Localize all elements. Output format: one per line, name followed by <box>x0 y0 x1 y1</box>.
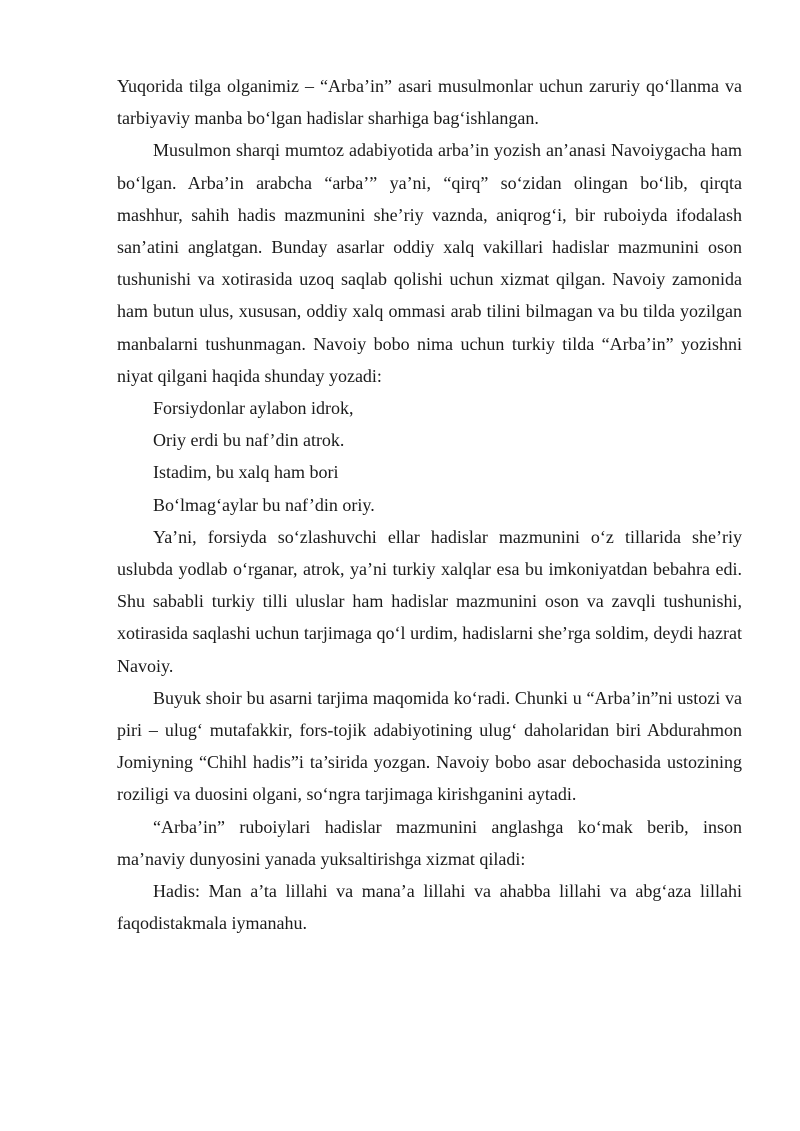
paragraph-explanation: Ya’ni, forsiyda so‘zlashuvchi ellar hadislar mazmunini o‘z tillarida she’riy uslubda yodlab o‘rganar, atrok, ya’ni turkiy xalqlar esa bu imkoniyatdan bebahra edi. Shu sababli turkiy tilli uluslar ham hadislar mazmunini oson va zavqli tushunishi, xotirasida saqlashi uchun tarjimaga qo‘l urdim, hadislarni she’rga soldim, deydi hazrat Navoiy. <box>117 526 742 676</box>
verse-line-1: Forsiydonlar aylabon idrok, <box>153 398 354 419</box>
verse-line-2: Oriy erdi bu naf’din atrok. <box>153 430 345 451</box>
paragraph-rubaiyat: “Arba’in” ruboiylari hadislar mazmunini anglashga ko‘mak berib, inson ma’naviy dunyosini yanada yuksaltirishga xizmat qiladi: <box>117 816 742 869</box>
verse-line-3: Istadim, bu xalq ham bori <box>153 462 339 483</box>
paragraph-translation: Buyuk shoir bu asarni tarjima maqomida ko‘radi. Chunki u “Arba’in”ni ustozi va piri – ulug‘ mutafakkir, fors-tojik adabiyotining ulug‘ daholaridan biri Abdurahmon Jomiyning “Chihl hadis”i ta’sirida yozgan. Navoiy bobo asar debochasida ustozining roziligi va duosini olgani, so‘ngra tarjimaga kirishganini aytadi. <box>117 687 742 805</box>
paragraph-intro: Yuqorida tilga olganimiz – “Arba’in” asari musulmonlar uchun zaruriy qo‘llanma va tarbiyaviy manba bo‘lgan hadislar sharhiga bag‘ishlangan. <box>117 76 742 129</box>
verse-line-4: Bo‘lmag‘aylar bu naf’din oriy. <box>153 494 375 515</box>
paragraph-arbain-tradition: Musulmon sharqi mumtoz adabiyotida arba’in yozish an’anasi Navoiygacha ham bo‘lgan. Arba’in arabcha “arba’” ya’ni, “qirq” so‘zidan olingan bo‘lib, qirqta mashhur, sahih hadis mazmunini she’riy vaznda, aniqrog‘i, bir ruboiyda ifodalash san’atini anglatgan. Bunday asarlar oddiy xalq vakillari hadislar mazmunini oson tushunishi va xotirasida uzoq saqlab qolishi uchun xizmat qilgan. Navoiy zamonida ham butun ulus, xususan, oddiy xalq ommasi arab tilini bilmagan va bu tilda yozilgan manbalarni tushunmagan. Navoiy bobo nima uchun turkiy tilda “Arba’in” yozishni niyat qilgani haqida shunday yozadi: <box>117 140 742 386</box>
paragraph-hadith: Hadis: Man a’ta lillahi va mana’a lillahi va ahabba lillahi va abg‘aza lillahi faqodistakmala iymanahu. <box>117 881 742 934</box>
document-body <box>117 70 742 939</box>
